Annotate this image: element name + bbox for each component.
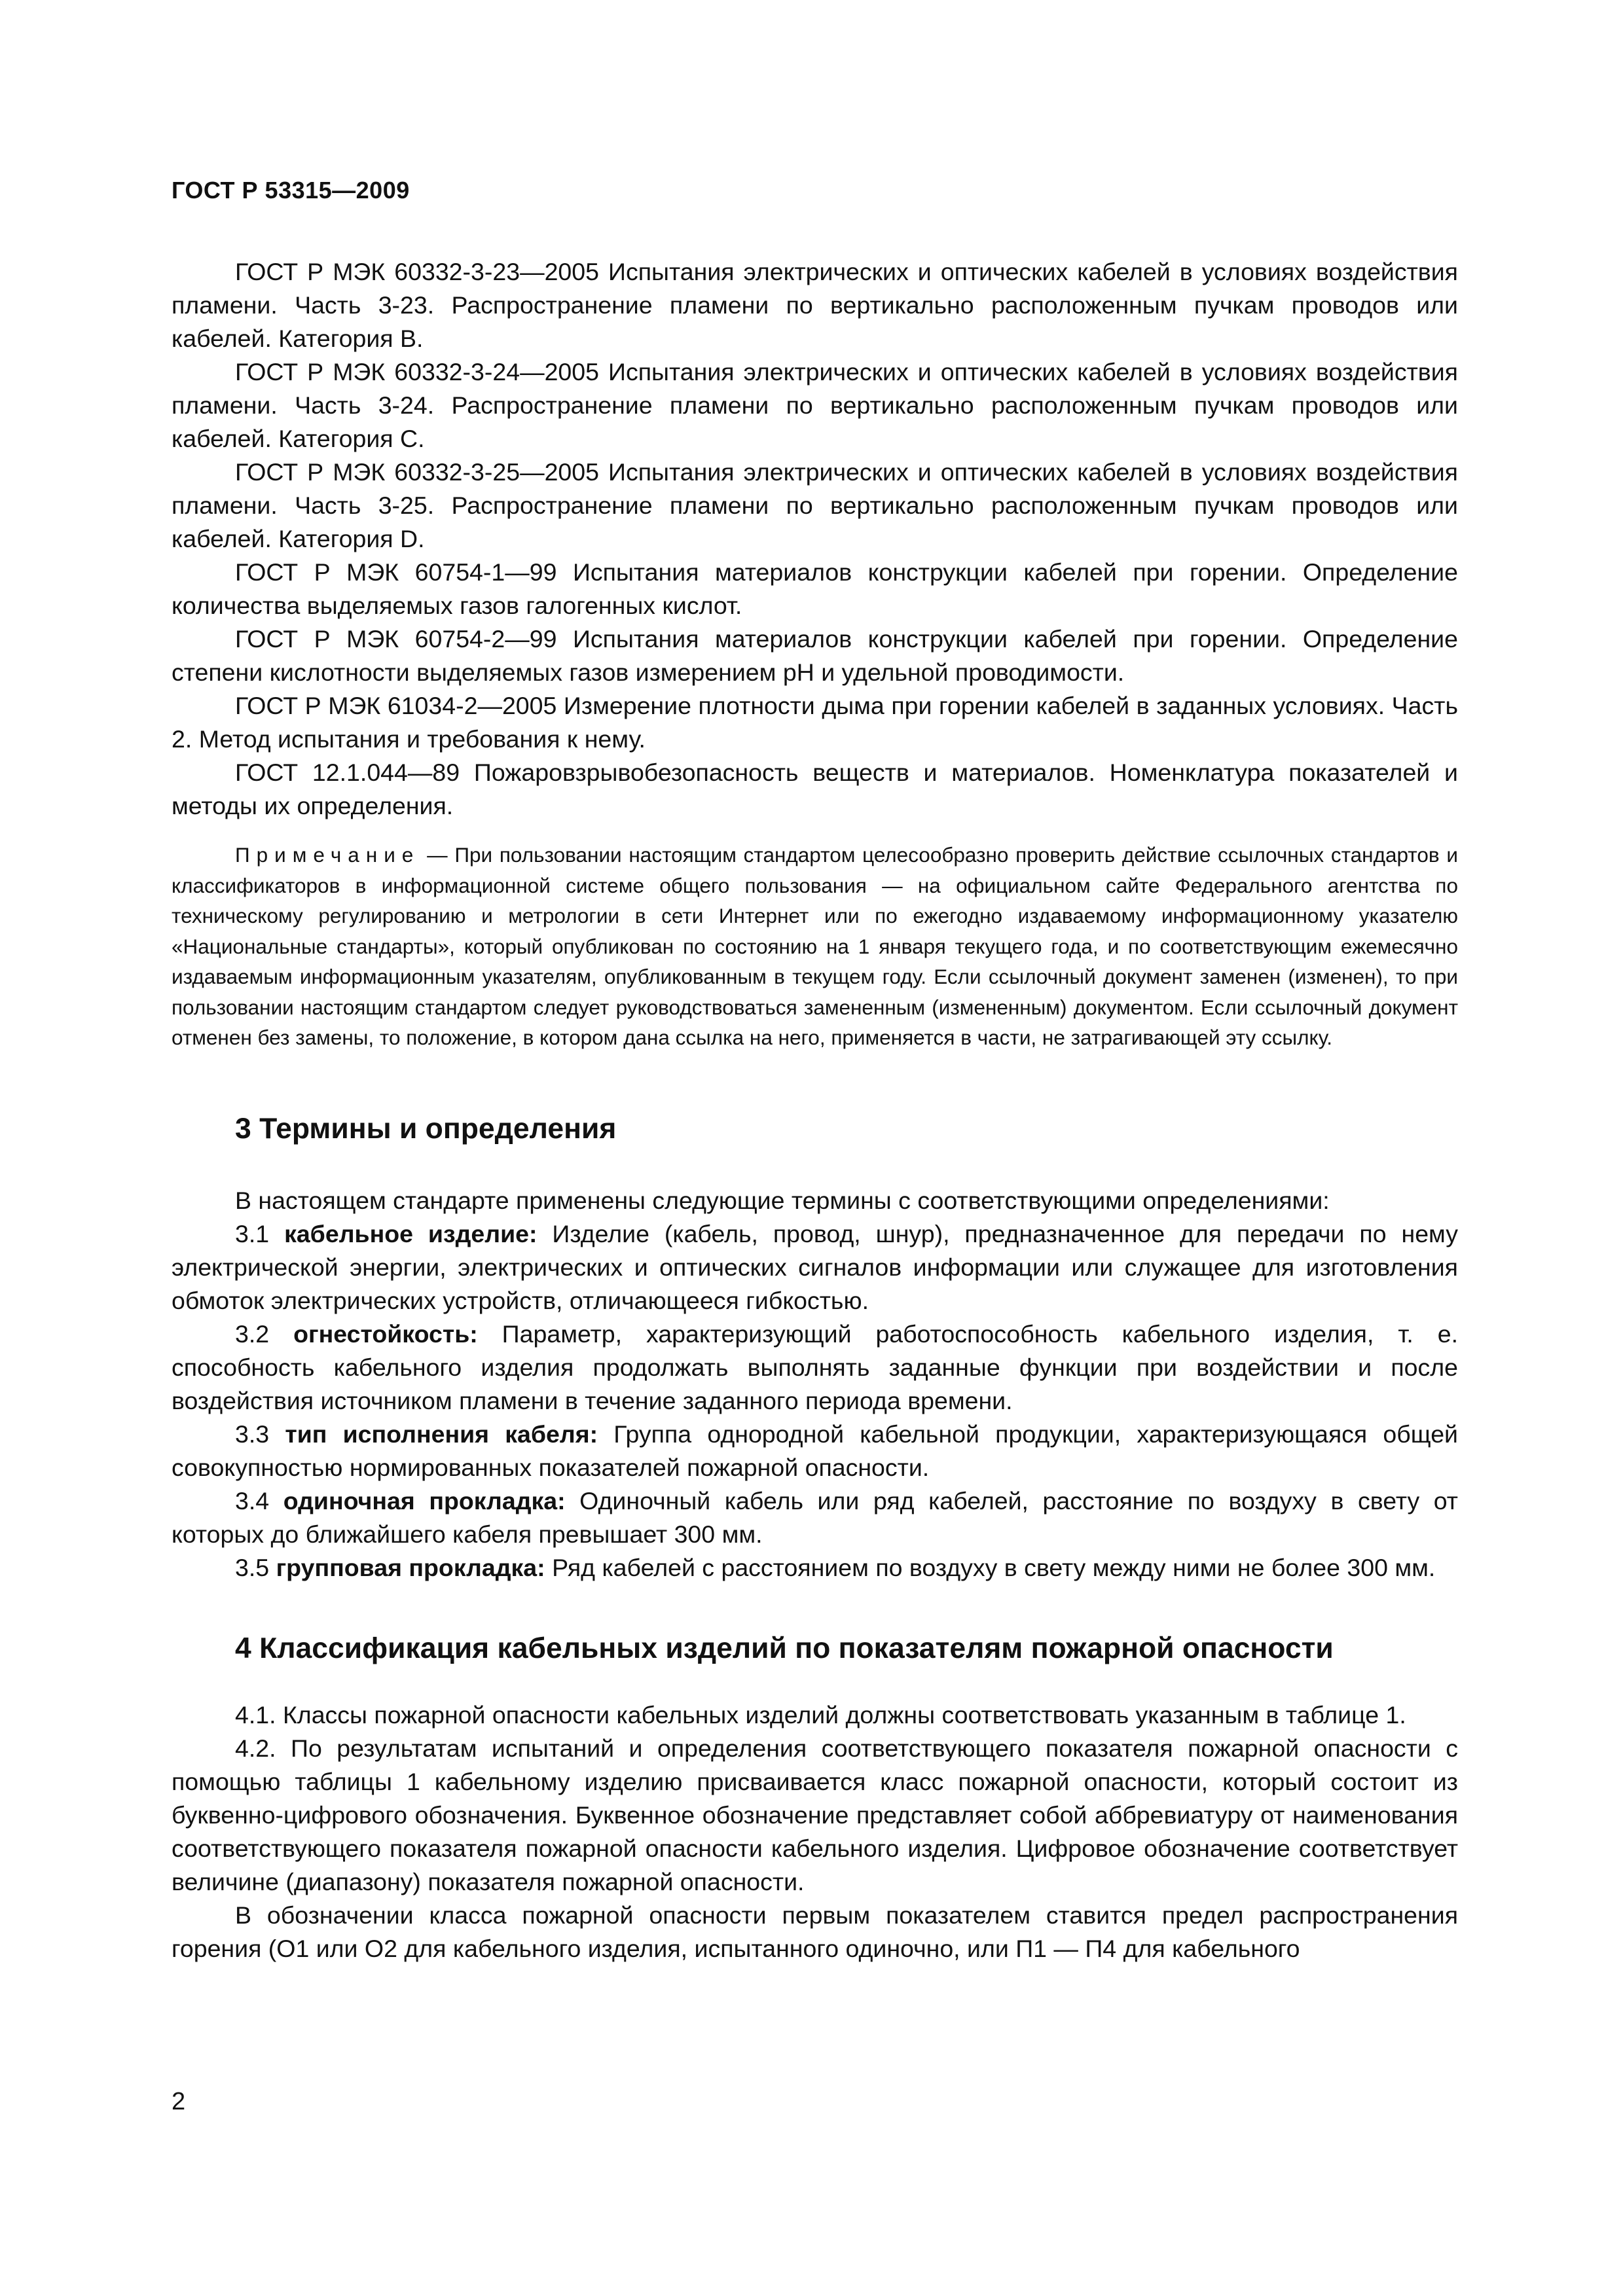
term-definition <box>172 1484 1458 1551</box>
section-4-paragraph: 4.1. Классы пожарной опасности кабельных изделий должны соответствовать указанным в таблице 1. <box>235 1700 1406 1729</box>
term-text: Параметр, характеризующий работоспособность кабельного изделия, т. е. способность кабельного изделия продолжать выполнять заданные функции при воздействии и после воздействия источником пламени в течение заданного периода времени. <box>172 1319 1458 1414</box>
term-number: 3.5 <box>235 1553 276 1581</box>
reference-item: ГОСТ Р МЭК 60754-1—99 Испытания материалов конструкции кабелей при горении. Определение количества выделяемых газов галогенных кислот. <box>172 558 1458 619</box>
reference-item: ГОСТ Р МЭК 60332-3-25—2005 Испытания электрических и оптических кабелей в условиях воздействия пламени. Часть 3-25. Распространение пламени по вертикально расположенным пучкам проводов или кабелей. Категория D. <box>172 458 1458 552</box>
term-text: Ряд кабелей с расстоянием по воздуху в свету между ними не более 300 мм. <box>545 1553 1436 1581</box>
reference-item: ГОСТ 12.1.044—89 Пожаровзрывобезопасность веществ и материалов. Номенклатура показателей и методы их определения. <box>172 759 1458 819</box>
reference-item: ГОСТ Р МЭК 61034-2—2005 Измерение плотности дыма при горении кабелей в заданных условиях. Часть 2. Метод испытания и требования к нему. <box>172 692 1458 753</box>
term-name: одиночная прокладка: <box>283 1486 566 1515</box>
term-number: 3.1 <box>235 1219 285 1247</box>
term-number: 3.4 <box>235 1486 283 1515</box>
document-page <box>172 177 1458 1965</box>
term-name: групповая прокладка: <box>276 1553 545 1581</box>
reference-item: ГОСТ Р МЭК 60332-3-24—2005 Испытания электрических и оптических кабелей в условиях воздействия пламени. Часть 3-24. Распространение пламени по вертикально расположенным пучкам проводов или кабелей. Категория С. <box>172 358 1458 452</box>
term-definition <box>172 1318 1458 1418</box>
term-text: Одиночный кабель или ряд кабелей, расстояние по воздуху в свету от которых до ближайшего кабеля превышает 300 мм. <box>172 1486 1458 1548</box>
term-text: Группа однородной кабельной продукции, характеризующаяся общей совокупностью нормированных показателей пожарной опасности. <box>172 1420 1458 1481</box>
term-definition <box>172 1551 1458 1585</box>
term-name: огнестойкость: <box>293 1319 478 1348</box>
term-number: 3.3 <box>235 1420 285 1448</box>
standard-header: ГОСТ Р 53315—2009 <box>172 177 410 204</box>
note-text: — При пользовании настоящим стандартом целесообразно проверить действие ссылочных стандартов и классификаторов в информационной системе общего пользования — на официальном сайте Федерального агентства по техническому регулированию и метрологии в сети Интернет или по ежегодно издаваемому информационному указателю «Национальные стандарты», который опубликован по состоянию на 1 января текущего года, и по соответствующим ежемесячно издаваемым информационным указателям, опубликованным в текущем году. Если ссылочный документ заменен (изменен), то при пользовании настоящим стандартом следует руководствоваться замененным (измененным) документом. Если ссылочный документ отменен без замены, то положение, в котором дана ссылка на него, применяется в части, не затрагивающей эту ссылку. <box>172 843 1458 1049</box>
term-name: тип исполнения кабеля: <box>285 1420 598 1448</box>
term-definition <box>172 1418 1458 1484</box>
term-name: кабельное изделие: <box>284 1219 538 1247</box>
section-3-title: 3 Термины и определения <box>235 1112 617 1145</box>
section-3-intro: В настоящем стандарте применены следующие термины с соответствующими определениями: <box>235 1186 1330 1214</box>
reference-item: ГОСТ Р МЭК 60332-3-23—2005 Испытания электрических и оптических кабелей в условиях воздействия пламени. Часть 3-23. Распространение пламени по вертикально расположенным пучкам проводов или кабелей. Категория В. <box>172 258 1458 352</box>
page-number: 2 <box>172 2088 186 2115</box>
reference-item: ГОСТ Р МЭК 60754-2—99 Испытания материалов конструкции кабелей при горении. Определение степени кислотности выделяемых газов измерением pH и удельной проводимости. <box>172 625 1458 686</box>
term-definition <box>172 1217 1458 1318</box>
section-4-title: 4 Классификация кабельных изделий по показателям пожарной опасности <box>235 1632 1334 1664</box>
term-number: 3.2 <box>235 1319 294 1348</box>
references-list <box>172 255 1458 823</box>
section-4-paragraph: 4.2. По результатам испытаний и определения соответствующего показателя пожарной опасности с помощью таблицы 1 кабельному изделию присваивается класс пожарной опасности, который состоит из буквенно-цифрового обозначения. Буквенное обозначение представляет собой аббревиатуру от наименования соответствующего показателя пожарной опасности кабельного изделия. Цифровое обозначение соответствует величине (диапазону) показателя пожарной опасности. <box>172 1734 1458 1895</box>
section-3-body <box>172 1184 1458 1585</box>
term-text: Изделие (кабель, провод, шнур), предназначенное для передачи по нему электрической энергии, электрических и оптических сигналов информации или служащее для изготовления обмоток электрических устройств, отличающееся гибкостью. <box>172 1219 1459 1314</box>
note-label: Примечание <box>235 843 420 867</box>
note-block <box>172 840 1458 1053</box>
section-4-body <box>172 1698 1458 1965</box>
section-4-paragraph: В обозначении класса пожарной опасности первым показателем ставится предел распространения горения (О1 или О2 для кабельного изделия, испытанного одиночно, или П1 — П4 для кабельного <box>172 1901 1458 1962</box>
